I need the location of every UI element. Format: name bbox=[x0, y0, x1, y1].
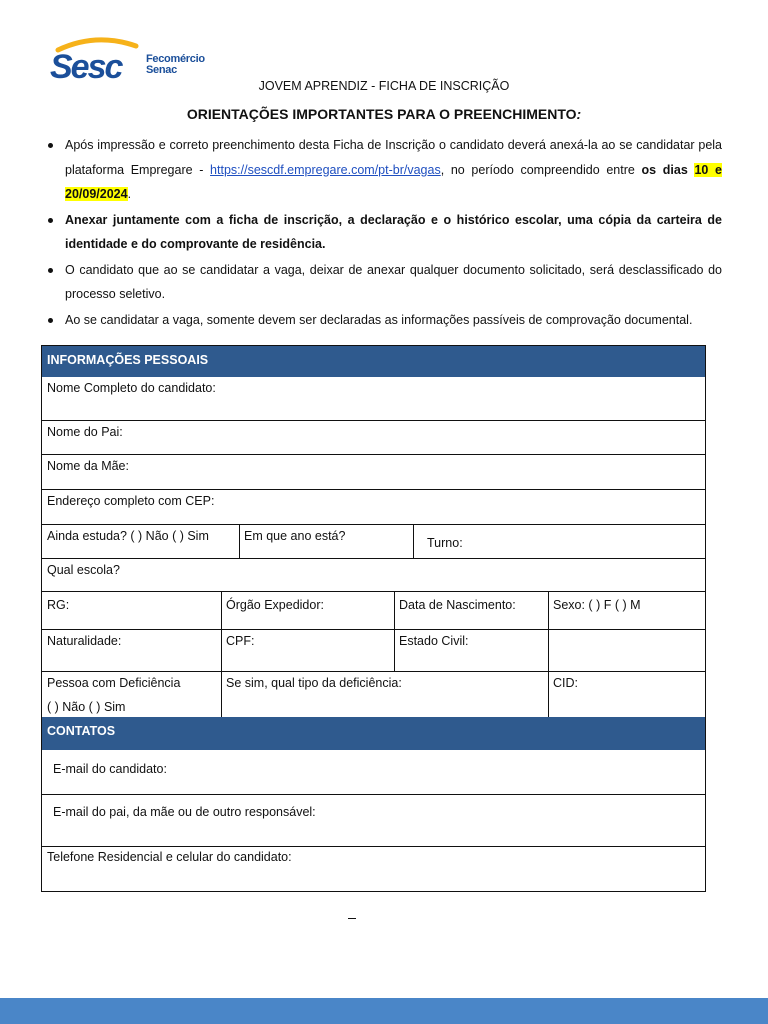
disability-field[interactable]: Pessoa com Deficiência bbox=[47, 676, 181, 690]
guideline-1-middle: , no período compreendido entre bbox=[440, 162, 642, 177]
guideline-item bbox=[46, 133, 722, 207]
phone-field[interactable]: Telefone Residencial e celular do candidato: bbox=[47, 850, 292, 864]
footer-bar bbox=[0, 998, 768, 1024]
logo-sub-fecomercio: Fecomércio bbox=[146, 53, 205, 65]
row-divider bbox=[42, 420, 705, 421]
empregare-link[interactable]: https://sescdf.empregare.com/pt-br/vagas bbox=[210, 162, 441, 177]
guideline-item: O candidato que ao se candidatar a vaga, deixar de anexar qualquer documento solicitado, será desclassificado do processo seletivo. bbox=[46, 258, 722, 307]
marital-status-field[interactable]: Estado Civil: bbox=[399, 634, 469, 648]
disability-options[interactable]: ( ) Não ( ) Sim bbox=[47, 700, 126, 714]
row-divider bbox=[42, 794, 705, 795]
row-divider bbox=[42, 591, 705, 592]
row-divider bbox=[42, 629, 705, 630]
col-divider bbox=[413, 524, 414, 558]
sex-field[interactable]: Sexo: ( ) F ( ) M bbox=[553, 598, 641, 612]
still-studying-field[interactable]: Ainda estuda? ( ) Não ( ) Sim bbox=[47, 529, 209, 543]
school-year-field[interactable]: Em que ano está? bbox=[244, 529, 346, 543]
logo-brand-text: Sesc bbox=[50, 48, 122, 82]
document-title: JOVEM APRENDIZ - FICHA DE INSCRIÇÃO bbox=[258, 79, 510, 93]
registration-form bbox=[41, 345, 706, 892]
logo-subtitle bbox=[146, 54, 205, 76]
row-divider bbox=[42, 558, 705, 559]
row-divider bbox=[42, 454, 705, 455]
document-subtitle bbox=[0, 106, 768, 122]
sesc-logo bbox=[48, 36, 228, 84]
mother-name-field[interactable]: Nome da Mãe: bbox=[47, 459, 129, 473]
guideline-1-end: . bbox=[127, 187, 132, 201]
issuer-field[interactable]: Órgão Expedidor: bbox=[226, 598, 324, 612]
parent-email-field[interactable]: E-mail do pai, da mãe ou de outro responsável: bbox=[53, 805, 316, 819]
footer-dash bbox=[348, 918, 356, 919]
rg-field[interactable]: RG: bbox=[47, 598, 70, 612]
guideline-item: Anexar juntamente com a ficha de inscrição, a declaração e o histórico escolar, uma cópia da carteira de identidade e do comprovante de residência. bbox=[46, 208, 722, 257]
guidelines-list bbox=[46, 133, 722, 333]
birthplace-field[interactable]: Naturalidade: bbox=[47, 634, 122, 648]
school-field[interactable]: Qual escola? bbox=[47, 563, 120, 577]
candidate-email-field[interactable]: E-mail do candidato: bbox=[53, 762, 167, 776]
birth-date-field[interactable]: Data de Nascimento: bbox=[399, 598, 516, 612]
subtitle-suffix: : bbox=[576, 106, 582, 122]
guideline-1-bold: os dias bbox=[641, 162, 688, 177]
date-highlight: 10 e 20/09/2024 bbox=[65, 162, 722, 201]
contacts-header: CONTATOS bbox=[42, 717, 705, 750]
logo-sub-senac: Senac bbox=[146, 64, 177, 76]
cpf-field[interactable]: CPF: bbox=[226, 634, 255, 648]
guideline-1-text: Após impressão e correto preenchimento desta Ficha de Inscrição o candidato deverá anexá-la ao se candidatar pela plataforma Empregare - bbox=[65, 138, 722, 177]
shift-field[interactable]: Turno: bbox=[427, 536, 463, 550]
disability-type-field[interactable]: Se sim, qual tipo da deficiência: bbox=[226, 676, 402, 690]
guideline-item: Ao se candidatar a vaga, somente devem ser declaradas as informações passíveis de comprovação documental. bbox=[46, 308, 722, 333]
cid-field[interactable]: CID: bbox=[553, 676, 578, 690]
sesc-logo-mark bbox=[48, 36, 144, 82]
subtitle-text: ORIENTAÇÕES IMPORTANTES PARA O PREENCHIMENTO bbox=[186, 106, 577, 122]
address-field[interactable]: Endereço completo com CEP: bbox=[47, 494, 215, 508]
father-name-field[interactable]: Nome do Pai: bbox=[47, 425, 123, 439]
full-name-field[interactable]: Nome Completo do candidato: bbox=[47, 381, 216, 395]
personal-info-header: INFORMAÇÕES PESSOAIS bbox=[42, 346, 705, 377]
